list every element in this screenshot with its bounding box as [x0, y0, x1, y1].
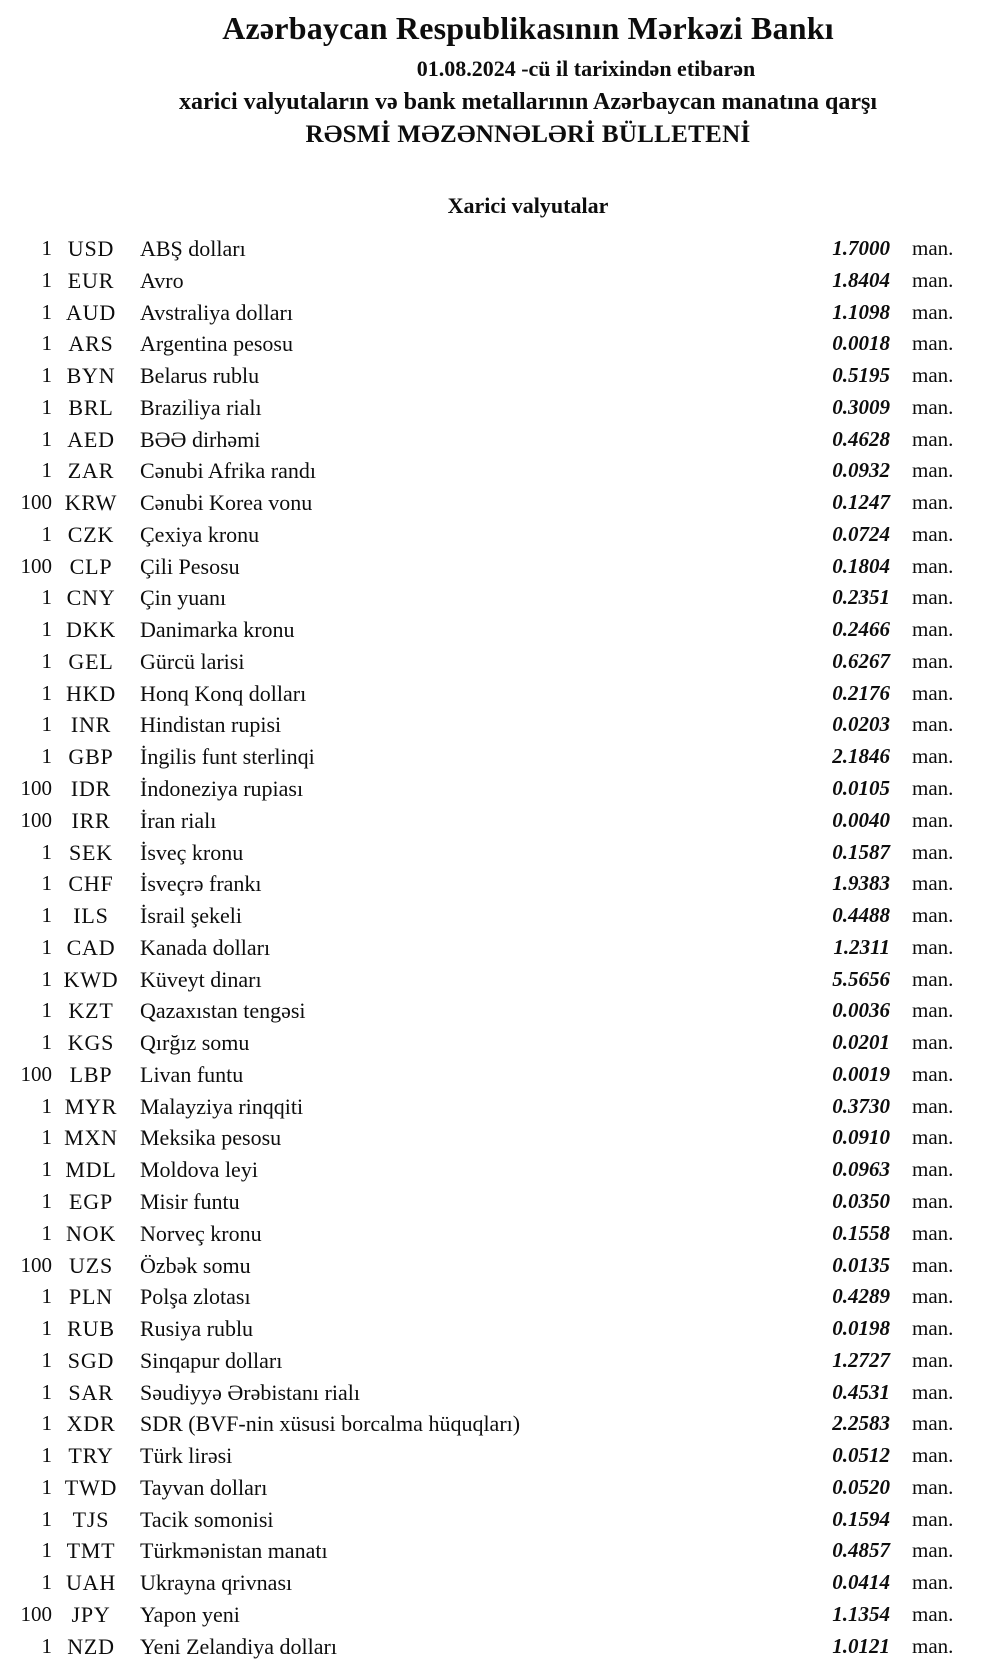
currency-code: ILS [73, 903, 109, 929]
currency-name: Braziliya rialı [140, 394, 262, 420]
currency-code: SGD [67, 1347, 115, 1373]
currency-quantity: 1 [41, 1411, 52, 1436]
exchange-rate: 0.0040 [832, 807, 890, 832]
currency-code: USD [67, 236, 115, 261]
unit-label: man. [912, 331, 954, 356]
unit-label: man. [912, 458, 954, 483]
currency-name: Gürcü larisi [140, 648, 245, 674]
currency-row [0, 487, 1000, 519]
exchange-rate: 0.1587 [832, 839, 890, 864]
currency-code: ARS [68, 331, 114, 357]
currency-code: UZS [69, 1252, 113, 1278]
exchange-rate: 0.0724 [832, 521, 890, 546]
currency-name: İndoneziya rupiası [140, 776, 304, 802]
currency-code: CHF [68, 871, 114, 897]
unit-label: man. [912, 426, 954, 451]
exchange-rate: 0.4531 [832, 1379, 890, 1404]
currency-row [0, 1281, 1000, 1313]
currency-name: Küveyt dinarı [140, 966, 262, 992]
currency-code: GBP [68, 744, 114, 770]
currency-row [0, 1345, 1000, 1377]
currency-quantity: 1 [41, 966, 52, 991]
currency-quantity: 1 [41, 458, 52, 483]
unit-label: man. [912, 617, 954, 642]
unit-label: man. [912, 998, 954, 1023]
unit-label: man. [912, 553, 954, 578]
currency-quantity: 1 [41, 1570, 52, 1595]
currency-row [0, 1027, 1000, 1059]
currency-row [0, 805, 1000, 837]
exchange-rate: 1.1354 [832, 1601, 890, 1626]
unit-label: man. [912, 1284, 954, 1309]
exchange-rate: 0.4857 [832, 1538, 890, 1563]
currency-name: Rusiya rublu [140, 1316, 254, 1342]
currency-quantity: 1 [41, 839, 52, 864]
exchange-rate: 0.2466 [832, 617, 890, 642]
currency-code: INR [70, 712, 112, 738]
currency-name: Özbək somu [140, 1252, 251, 1278]
currency-row [0, 1091, 1000, 1123]
exchange-rate: 0.3730 [832, 1093, 890, 1118]
page-title: Azərbaycan Respublikasının Mərkəzi Bankı [222, 10, 834, 46]
currency-row [0, 1631, 1000, 1663]
currency-name: Qazaxıstan tengəsi [140, 998, 306, 1024]
currency-name: Yapon yeni [140, 1601, 240, 1627]
currency-code: KZT [68, 998, 114, 1024]
exchange-rate: 0.2351 [832, 585, 890, 610]
currency-code: SAR [68, 1379, 114, 1405]
exchange-rate: 1.0121 [832, 1633, 890, 1658]
exchange-rate: 1.8404 [832, 267, 890, 292]
currency-quantity: 1 [41, 1379, 52, 1404]
currency-row [0, 360, 1000, 392]
currency-quantity: 1 [41, 1633, 52, 1658]
currency-code: AED [67, 426, 115, 452]
exchange-rate: 0.6267 [832, 648, 890, 673]
exchange-rate: 2.2583 [832, 1411, 890, 1436]
currency-name: Norveç kronu [140, 1220, 262, 1246]
unit-label: man. [912, 1347, 954, 1372]
currency-name: Tayvan dolları [140, 1474, 268, 1500]
exchange-rate: 0.0963 [832, 1157, 890, 1182]
exchange-rate: 0.3009 [832, 394, 890, 419]
currency-row [0, 1408, 1000, 1440]
exchange-rate: 0.1804 [832, 553, 890, 578]
unit-label: man. [912, 776, 954, 801]
currency-name: Türk lirəsi [140, 1443, 233, 1469]
unit-label: man. [912, 267, 954, 292]
currency-row [0, 582, 1000, 614]
currency-quantity: 1 [41, 363, 52, 388]
exchange-rate: 0.0201 [832, 1030, 890, 1055]
exchange-rate: 0.0198 [832, 1316, 890, 1341]
exchange-rate: 1.7000 [832, 236, 890, 260]
currency-code: NOK [65, 1220, 117, 1246]
unit-label: man. [912, 1252, 954, 1277]
currency-name: İngilis funt sterlinqi [140, 744, 315, 770]
currency-code: HKD [65, 680, 117, 706]
currency-code: TRY [68, 1443, 114, 1469]
currency-row [0, 1440, 1000, 1472]
currency-quantity: 1 [41, 1506, 52, 1531]
unit-label: man. [912, 934, 954, 959]
currency-row [0, 741, 1000, 773]
unit-label: man. [912, 1474, 954, 1499]
currency-name: Yeni Zelandiya dolları [140, 1633, 337, 1659]
currency-name: Qırğız somu [140, 1030, 250, 1056]
currency-name: İsveç kronu [140, 839, 244, 865]
exchange-rate: 2.1846 [832, 744, 890, 769]
currency-code: RUB [67, 1316, 115, 1342]
currency-name: Hindistan rupisi [140, 712, 282, 738]
currency-name: Belarus rublu [140, 363, 260, 389]
currency-row [0, 1504, 1000, 1536]
currency-code: KWD [63, 966, 119, 992]
currency-quantity: 1 [41, 521, 52, 546]
currency-row [0, 519, 1000, 551]
currency-name: Moldova leyi [140, 1157, 258, 1183]
currency-row [0, 1377, 1000, 1409]
currency-code: IDR [70, 776, 112, 802]
currency-row [0, 297, 1000, 329]
currency-name: Çexiya kronu [140, 521, 260, 547]
unit-label: man. [912, 1601, 954, 1626]
currency-name: Kanada dolları [140, 934, 271, 960]
currency-name: Avstraliya dolları [140, 299, 293, 325]
unit-label: man. [912, 839, 954, 864]
exchange-rate: 0.4488 [832, 903, 890, 928]
currency-code: TJS [72, 1506, 110, 1532]
unit-label: man. [912, 871, 954, 896]
exchange-rate: 1.2311 [833, 934, 890, 959]
currency-name: Misir funtu [140, 1188, 240, 1214]
currency-quantity: 100 [20, 553, 52, 578]
exchange-rate: 0.0019 [832, 1061, 890, 1086]
currency-code: MXN [64, 1125, 118, 1151]
unit-label: man. [912, 1570, 954, 1595]
currency-code: CAD [66, 934, 116, 960]
exchange-rate: 0.0203 [832, 712, 890, 737]
currency-quantity: 1 [41, 648, 52, 673]
unit-label: man. [912, 1061, 954, 1086]
currency-name: Çin yuanı [140, 585, 227, 611]
currency-code: GEL [68, 648, 114, 674]
unit-label: man. [912, 680, 954, 705]
exchange-rate: 1.2727 [832, 1347, 890, 1372]
currency-code: BRL [68, 394, 114, 420]
currency-row [0, 614, 1000, 646]
currency-code: ZAR [67, 458, 115, 484]
currency-quantity: 1 [41, 934, 52, 959]
currency-quantity: 1 [41, 903, 52, 928]
currency-quantity: 1 [41, 426, 52, 451]
currency-row [0, 932, 1000, 964]
exchange-rate: 0.5195 [832, 363, 890, 388]
currency-quantity: 1 [41, 1125, 52, 1150]
exchange-rate: 1.9383 [832, 871, 890, 896]
unit-label: man. [912, 744, 954, 769]
currency-code: TWD [64, 1474, 118, 1500]
currency-row [0, 1154, 1000, 1186]
unit-label: man. [912, 712, 954, 737]
currency-name: Səudiyyə Ərəbistanı rialı [140, 1379, 360, 1405]
currency-code: DKK [65, 617, 117, 643]
currency-name: Polşa zlotası [140, 1284, 251, 1310]
unit-label: man. [912, 1633, 954, 1658]
unit-label: man. [912, 1538, 954, 1563]
currency-quantity: 1 [41, 1030, 52, 1055]
currency-quantity: 1 [41, 1474, 52, 1499]
exchange-rate: 0.0414 [832, 1570, 890, 1595]
unit-label: man. [912, 490, 954, 515]
unit-label: man. [912, 1093, 954, 1118]
currency-quantity: 1 [41, 1284, 52, 1309]
section-header-foreign-currencies: Xarici valyutalar [447, 193, 609, 218]
currency-row [0, 995, 1000, 1027]
currency-row [0, 455, 1000, 487]
currency-name: İran rialı [140, 807, 217, 833]
exchange-rate: 0.0350 [832, 1188, 890, 1213]
unit-label: man. [912, 807, 954, 832]
exchange-rate: 0.0036 [832, 998, 890, 1023]
currency-quantity: 100 [20, 490, 52, 515]
currency-code: CNY [66, 585, 116, 611]
exchange-rate: 0.0910 [832, 1125, 890, 1150]
currency-name: Cənubi Afrika randı [140, 458, 316, 484]
currency-row [0, 1472, 1000, 1504]
currency-quantity: 1 [41, 394, 52, 419]
currency-quantity: 1 [41, 585, 52, 610]
unit-label: man. [912, 521, 954, 546]
currency-row [0, 392, 1000, 424]
currency-quantity: 1 [41, 236, 52, 260]
unit-label: man. [912, 1443, 954, 1468]
currency-code: XDR [66, 1411, 116, 1437]
currency-code: JPY [71, 1601, 111, 1627]
currency-name: ABŞ dolları [140, 236, 246, 261]
currency-name: Avro [140, 267, 184, 293]
currency-name: Sinqapur dolları [140, 1347, 283, 1373]
currency-code: CZK [67, 521, 115, 547]
currency-quantity: 1 [41, 1220, 52, 1245]
currency-row [0, 868, 1000, 900]
currency-quantity: 1 [41, 680, 52, 705]
currency-quantity: 1 [41, 1157, 52, 1182]
currency-name: Cənubi Korea vonu [140, 490, 313, 516]
exchange-rates-table [0, 233, 1000, 1662]
exchange-rate: 1.1098 [832, 299, 890, 324]
exchange-rate: 0.4289 [832, 1284, 890, 1309]
currency-code: LBP [69, 1061, 113, 1087]
currency-name: BƏƏ dirhəmi [140, 426, 261, 452]
currency-quantity: 1 [41, 1443, 52, 1468]
unit-label: man. [912, 236, 954, 260]
currency-quantity: 1 [41, 331, 52, 356]
unit-label: man. [912, 1220, 954, 1245]
currency-row [0, 265, 1000, 297]
currency-row [0, 1250, 1000, 1282]
currency-name: İsrail şekeli [140, 903, 243, 929]
unit-label: man. [912, 363, 954, 388]
currency-quantity: 1 [41, 1188, 52, 1213]
currency-quantity: 1 [41, 744, 52, 769]
currency-quantity: 1 [41, 1093, 52, 1118]
currency-quantity: 1 [41, 1316, 52, 1341]
currency-code: NZD [67, 1633, 115, 1659]
bulletin-name: RƏSMİ MƏZƏNNƏLƏRİ BÜLLETENİ [305, 121, 751, 148]
unit-label: man. [912, 585, 954, 610]
currency-quantity: 1 [41, 617, 52, 642]
currency-quantity: 100 [20, 807, 52, 832]
unit-label: man. [912, 648, 954, 673]
currency-name: Tacik somonisi [140, 1506, 274, 1532]
currency-row [0, 1218, 1000, 1250]
currency-row [0, 1535, 1000, 1567]
unit-label: man. [912, 394, 954, 419]
currency-quantity: 100 [20, 1252, 52, 1277]
currency-row [0, 1122, 1000, 1154]
exchange-rate: 0.4628 [832, 426, 890, 451]
currency-name: Çili Pesosu [140, 553, 240, 579]
currency-row [0, 328, 1000, 360]
unit-label: man. [912, 1030, 954, 1055]
exchange-rate: 0.0018 [832, 331, 890, 356]
currency-code: PLN [69, 1284, 113, 1310]
currency-name: Ukrayna qrivnası [140, 1570, 293, 1596]
currency-name: Argentina pesosu [140, 331, 293, 357]
currency-code: SEK [69, 839, 113, 865]
unit-label: man. [912, 966, 954, 991]
currency-quantity: 1 [41, 1347, 52, 1372]
currency-name: İsveçrə frankı [140, 871, 262, 897]
unit-label: man. [912, 299, 954, 324]
exchange-rate: 0.1594 [832, 1506, 890, 1531]
unit-label: man. [912, 1379, 954, 1404]
currency-row [0, 709, 1000, 741]
exchange-rate: 0.0520 [832, 1474, 890, 1499]
currency-row [0, 1313, 1000, 1345]
currency-code: EGP [69, 1188, 113, 1214]
unit-label: man. [912, 1125, 954, 1150]
currency-code: KRW [64, 490, 118, 516]
currency-row [0, 424, 1000, 456]
exchange-rate: 0.1558 [832, 1220, 890, 1245]
currency-quantity: 1 [41, 299, 52, 324]
bulletin-subtitle: xarici valyutaların və bank metallarının Azərbaycan manatına qarşı [178, 89, 877, 115]
unit-label: man. [912, 1157, 954, 1182]
currency-quantity: 1 [41, 267, 52, 292]
exchange-rate: 0.0105 [832, 776, 890, 801]
currency-name: Honq Konq dolları [140, 680, 307, 706]
currency-row [0, 1059, 1000, 1091]
currency-row [0, 678, 1000, 710]
currency-quantity: 1 [41, 712, 52, 737]
bulletin-header [56, 0, 1000, 219]
exchange-rate: 0.2176 [832, 680, 890, 705]
currency-row [0, 1599, 1000, 1631]
currency-row [0, 233, 1000, 265]
unit-label: man. [912, 1411, 954, 1436]
currency-name: Türkmənistan manatı [140, 1538, 328, 1564]
currency-name: Malayziya rinqqiti [140, 1093, 304, 1119]
unit-label: man. [912, 1506, 954, 1531]
currency-row [0, 551, 1000, 583]
unit-label: man. [912, 1316, 954, 1341]
unit-label: man. [912, 903, 954, 928]
exchange-rate: 0.0512 [832, 1443, 890, 1468]
currency-name: SDR (BVF-nin xüsusi borcalma hüquqları) [140, 1411, 521, 1437]
currency-quantity: 100 [20, 1601, 52, 1626]
currency-quantity: 1 [41, 1538, 52, 1563]
currency-name: Meksika pesosu [140, 1125, 282, 1151]
currency-code: MYR [64, 1093, 118, 1119]
currency-code: EUR [67, 267, 115, 293]
exchange-rate: 0.0135 [832, 1252, 890, 1277]
currency-code: BYN [66, 363, 116, 389]
currency-quantity: 1 [41, 998, 52, 1023]
currency-code: TMT [66, 1538, 116, 1564]
effective-date-line: 01.08.2024 -cü il tarixindən etibarən [416, 56, 756, 81]
currency-code: MDL [65, 1157, 117, 1183]
currency-code: AUD [65, 299, 117, 325]
currency-row [0, 1567, 1000, 1599]
exchange-rate: 5.5656 [832, 966, 890, 991]
currency-quantity: 1 [41, 871, 52, 896]
currency-row [0, 1186, 1000, 1218]
currency-row [0, 646, 1000, 678]
currency-code: IRR [71, 807, 111, 833]
currency-row [0, 773, 1000, 805]
currency-name: Danimarka kronu [140, 617, 295, 643]
unit-label: man. [912, 1188, 954, 1213]
currency-quantity: 100 [20, 776, 52, 801]
currency-name: Livan funtu [140, 1061, 244, 1087]
currency-row [0, 964, 1000, 996]
currency-row [0, 900, 1000, 932]
currency-code: UAH [65, 1570, 117, 1596]
currency-code: CLP [69, 553, 113, 579]
exchange-rate: 0.0932 [832, 458, 890, 483]
currency-row [0, 837, 1000, 869]
currency-quantity: 100 [20, 1061, 52, 1086]
exchange-rate: 0.1247 [832, 490, 890, 515]
currency-code: KGS [67, 1030, 115, 1056]
